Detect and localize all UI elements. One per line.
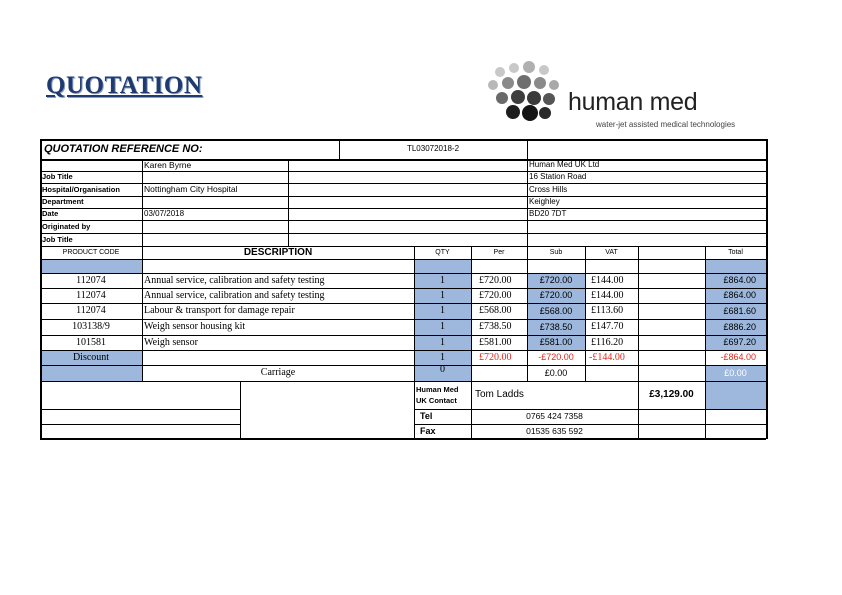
- discount-label-text: Discount: [72, 351, 110, 363]
- col-product-code: [40, 246, 142, 259]
- customer-label-2-text: Department: [42, 197, 84, 207]
- carriage-total-text: £0.00: [724, 367, 747, 378]
- grid-line: [40, 424, 240, 425]
- discount-qty: [414, 350, 471, 365]
- header-band-fill: [705, 259, 766, 273]
- col-description-text: DESCRIPTION: [243, 246, 313, 258]
- item-description-1-text: Annual service, calibration and safety testing: [144, 289, 325, 301]
- logo-brand-text: human med: [568, 88, 698, 116]
- grid-line: [240, 381, 241, 439]
- contact-label-line-2: UK Contact: [416, 396, 457, 405]
- item-code-4: [40, 335, 142, 350]
- discount-per-text: £720.00: [479, 351, 512, 363]
- item-per-0: [471, 273, 527, 288]
- fax-number: [471, 424, 638, 438]
- grand-total-fill: [705, 381, 766, 409]
- item-description-2-text: Labour & transport for damage repair: [144, 305, 295, 316]
- item-qty-0-text: 1: [440, 274, 445, 286]
- item-description-3: [142, 319, 414, 335]
- item-total-0: [705, 273, 766, 288]
- item-code-4-text: 101581: [76, 336, 106, 348]
- header-band-fill: [40, 259, 142, 273]
- grand-total: [638, 381, 705, 409]
- item-qty-2-text: 1: [440, 305, 445, 316]
- item-qty-1: [414, 288, 471, 303]
- item-description-4: [142, 335, 414, 350]
- carriage-qty-text: 0: [440, 365, 445, 375]
- contact-name-text: Tom Ladds: [475, 389, 524, 400]
- col-per-text: Per: [493, 249, 505, 256]
- carriage-sub: [527, 365, 585, 381]
- carriage-label: [142, 365, 414, 381]
- reference-label-text: QUOTATION REFERENCE NO:: [44, 142, 203, 155]
- customer-label-0-text: Job Title: [42, 172, 73, 182]
- item-per-1: [471, 288, 527, 303]
- fax-label-text: Fax: [420, 425, 436, 436]
- item-code-2: [40, 303, 142, 319]
- col-description: [142, 246, 414, 259]
- col-total-text: Total: [728, 249, 743, 256]
- customer-label-5-text: Job Title: [42, 234, 73, 244]
- supplier-address-line-4-text: BD20 7DT: [529, 209, 567, 218]
- item-per-3-text: £738.50: [479, 321, 512, 332]
- item-sub-0: [527, 273, 585, 288]
- quotation-date-text: 03/07/2018: [144, 209, 185, 218]
- supplier-address-line-3: [527, 196, 766, 208]
- item-qty-3: [414, 319, 471, 335]
- item-total-4: [705, 335, 766, 350]
- tel-label: [414, 409, 471, 424]
- grid-line: [288, 159, 289, 246]
- item-qty-2: [414, 303, 471, 319]
- col-sub-text: Sub: [549, 249, 563, 256]
- discount-total-text: -£864.00: [720, 352, 756, 362]
- item-sub-3: [527, 319, 585, 335]
- carriage-total: [705, 365, 766, 381]
- item-code-1: [40, 288, 142, 303]
- supplier-address-line-0: [527, 159, 766, 171]
- item-total-1: [705, 288, 766, 303]
- item-code-3-text: 103138/9: [72, 321, 110, 332]
- reference-number-text: TL03072018-2: [406, 144, 460, 153]
- col-product-code-text: PRODUCT CODE: [62, 249, 120, 256]
- document-title: QUOTATION: [46, 72, 203, 99]
- col-per: [471, 246, 527, 259]
- contact-label: [414, 381, 471, 409]
- carriage-label-text: Carriage: [260, 367, 296, 378]
- item-sub-1: [527, 288, 585, 303]
- customer-organisation: [142, 183, 288, 196]
- customer-name-text: Karen Byrne: [144, 159, 192, 170]
- item-description-0-text: Annual service, calibration and safety testing: [144, 274, 325, 286]
- item-sub-2: [527, 303, 585, 319]
- item-total-1-text: £864.00: [723, 290, 756, 300]
- tel-number: [471, 409, 638, 424]
- item-per-2: [471, 303, 527, 319]
- item-sub-1-text: £720.00: [539, 290, 573, 300]
- item-description-2: [142, 303, 414, 319]
- supplier-address-line-4: [527, 208, 766, 220]
- item-per-2-text: £568.00: [479, 305, 512, 316]
- reference-label: [40, 139, 339, 159]
- item-vat-3: [585, 319, 638, 335]
- fax-number-text: 01535 635 592: [526, 425, 583, 436]
- discount-qty-text: 1: [440, 351, 445, 363]
- customer-label-3-text: Date: [42, 209, 59, 219]
- grand-total-text: £3,129.00: [649, 389, 694, 400]
- item-vat-0: [585, 273, 638, 288]
- carriage-fill: [40, 365, 142, 381]
- item-code-2-text: 112074: [76, 305, 106, 316]
- col-vat: [585, 246, 638, 259]
- item-per-0-text: £720.00: [479, 274, 512, 286]
- item-per-1-text: £720.00: [479, 289, 512, 301]
- item-total-2: [705, 303, 766, 319]
- customer-label-5: [40, 233, 142, 246]
- supplier-address-line-3-text: Keighley: [529, 197, 560, 206]
- item-total-0-text: £864.00: [723, 275, 756, 285]
- header-band-fill: [414, 259, 471, 273]
- item-code-1-text: 112074: [76, 289, 106, 301]
- item-code-3: [40, 319, 142, 335]
- col-sub: [527, 246, 585, 259]
- item-qty-3-text: 1: [440, 321, 445, 332]
- grid-line: [40, 350, 766, 351]
- col-vat-text: VAT: [605, 249, 618, 256]
- grid-line: [40, 259, 766, 260]
- customer-label-4-text: Originated by: [42, 221, 91, 231]
- item-total-2-text: £681.60: [723, 305, 756, 316]
- contact-label-line-1: Human Med: [416, 385, 459, 394]
- col-qty: [414, 246, 471, 259]
- grid-line: [40, 409, 240, 410]
- supplier-address-line-1-text: 16 Station Road: [529, 172, 587, 181]
- item-sub-3-text: £738.50: [539, 321, 573, 332]
- item-code-0-text: 112074: [76, 274, 106, 286]
- item-code-0: [40, 273, 142, 288]
- carriage-qty: [414, 365, 471, 381]
- discount-vat: [585, 350, 638, 365]
- item-vat-2: [585, 303, 638, 319]
- customer-name: [142, 159, 288, 171]
- item-vat-3-text: £147.70: [591, 321, 624, 332]
- fax-label: [414, 424, 471, 438]
- grid-line: [527, 220, 766, 221]
- discount-total: [705, 350, 766, 365]
- customer-label-3: [40, 208, 142, 220]
- item-vat-4-text: £116.20: [591, 336, 624, 348]
- customer-label-0: [40, 171, 142, 183]
- item-qty-0: [414, 273, 471, 288]
- discount-sub-text: -£720.00: [538, 352, 574, 362]
- item-description-3-text: Weigh sensor housing kit: [144, 321, 246, 332]
- customer-label-2: [40, 196, 142, 208]
- customer-label-1: [40, 183, 142, 196]
- item-per-3: [471, 319, 527, 335]
- discount-label: [40, 350, 142, 365]
- item-qty-1-text: 1: [440, 289, 445, 301]
- item-vat-2-text: £113.60: [591, 305, 624, 316]
- tel-label-text: Tel: [420, 411, 433, 421]
- logo-tagline: water-jet assisted medical technologies: [596, 120, 736, 129]
- supplier-address-line-2: [527, 183, 766, 196]
- reference-number: [339, 139, 527, 159]
- item-per-4-text: £581.00: [479, 336, 512, 348]
- item-sub-0-text: £720.00: [539, 275, 573, 285]
- col-qty-text: QTY: [435, 249, 450, 256]
- supplier-address-line-1: [527, 171, 766, 183]
- item-sub-4: [527, 335, 585, 350]
- item-description-4-text: Weigh sensor: [144, 336, 198, 348]
- grid-line: [638, 246, 639, 439]
- supplier-address-line-0-text: Human Med UK Ltd: [529, 160, 600, 169]
- customer-organisation-text: Nottingham City Hospital: [144, 184, 238, 195]
- item-description-1: [142, 288, 414, 303]
- item-total-3-text: £886.20: [723, 321, 756, 332]
- discount-sub: [527, 350, 585, 365]
- grid-line: [142, 159, 143, 246]
- item-qty-4: [414, 335, 471, 350]
- contact-name: [471, 381, 638, 409]
- item-sub-2-text: £568.00: [539, 305, 573, 316]
- grid-line: [766, 139, 768, 439]
- item-total-4-text: £697.20: [723, 337, 756, 347]
- discount-vat-text: -£144.00: [589, 351, 625, 363]
- grid-line: [40, 438, 766, 440]
- item-per-4: [471, 335, 527, 350]
- tel-number-text: 0765 424 7358: [526, 411, 583, 422]
- item-total-3: [705, 319, 766, 335]
- item-sub-4-text: £581.00: [539, 337, 573, 347]
- item-vat-1-text: £144.00: [591, 289, 624, 301]
- item-qty-4-text: 1: [440, 336, 445, 348]
- item-vat-1: [585, 288, 638, 303]
- quotation-date: [142, 208, 288, 220]
- item-vat-4: [585, 335, 638, 350]
- item-vat-0-text: £144.00: [591, 274, 624, 286]
- customer-label-4: [40, 220, 142, 233]
- item-description-0: [142, 273, 414, 288]
- discount-per: [471, 350, 527, 365]
- customer-label-1-text: Hospital/Organisation: [42, 184, 120, 194]
- col-total: [705, 246, 766, 259]
- supplier-address-line-2-text: Cross Hills: [529, 184, 568, 194]
- grid-line: [527, 233, 766, 234]
- carriage-sub-text: £0.00: [544, 367, 568, 378]
